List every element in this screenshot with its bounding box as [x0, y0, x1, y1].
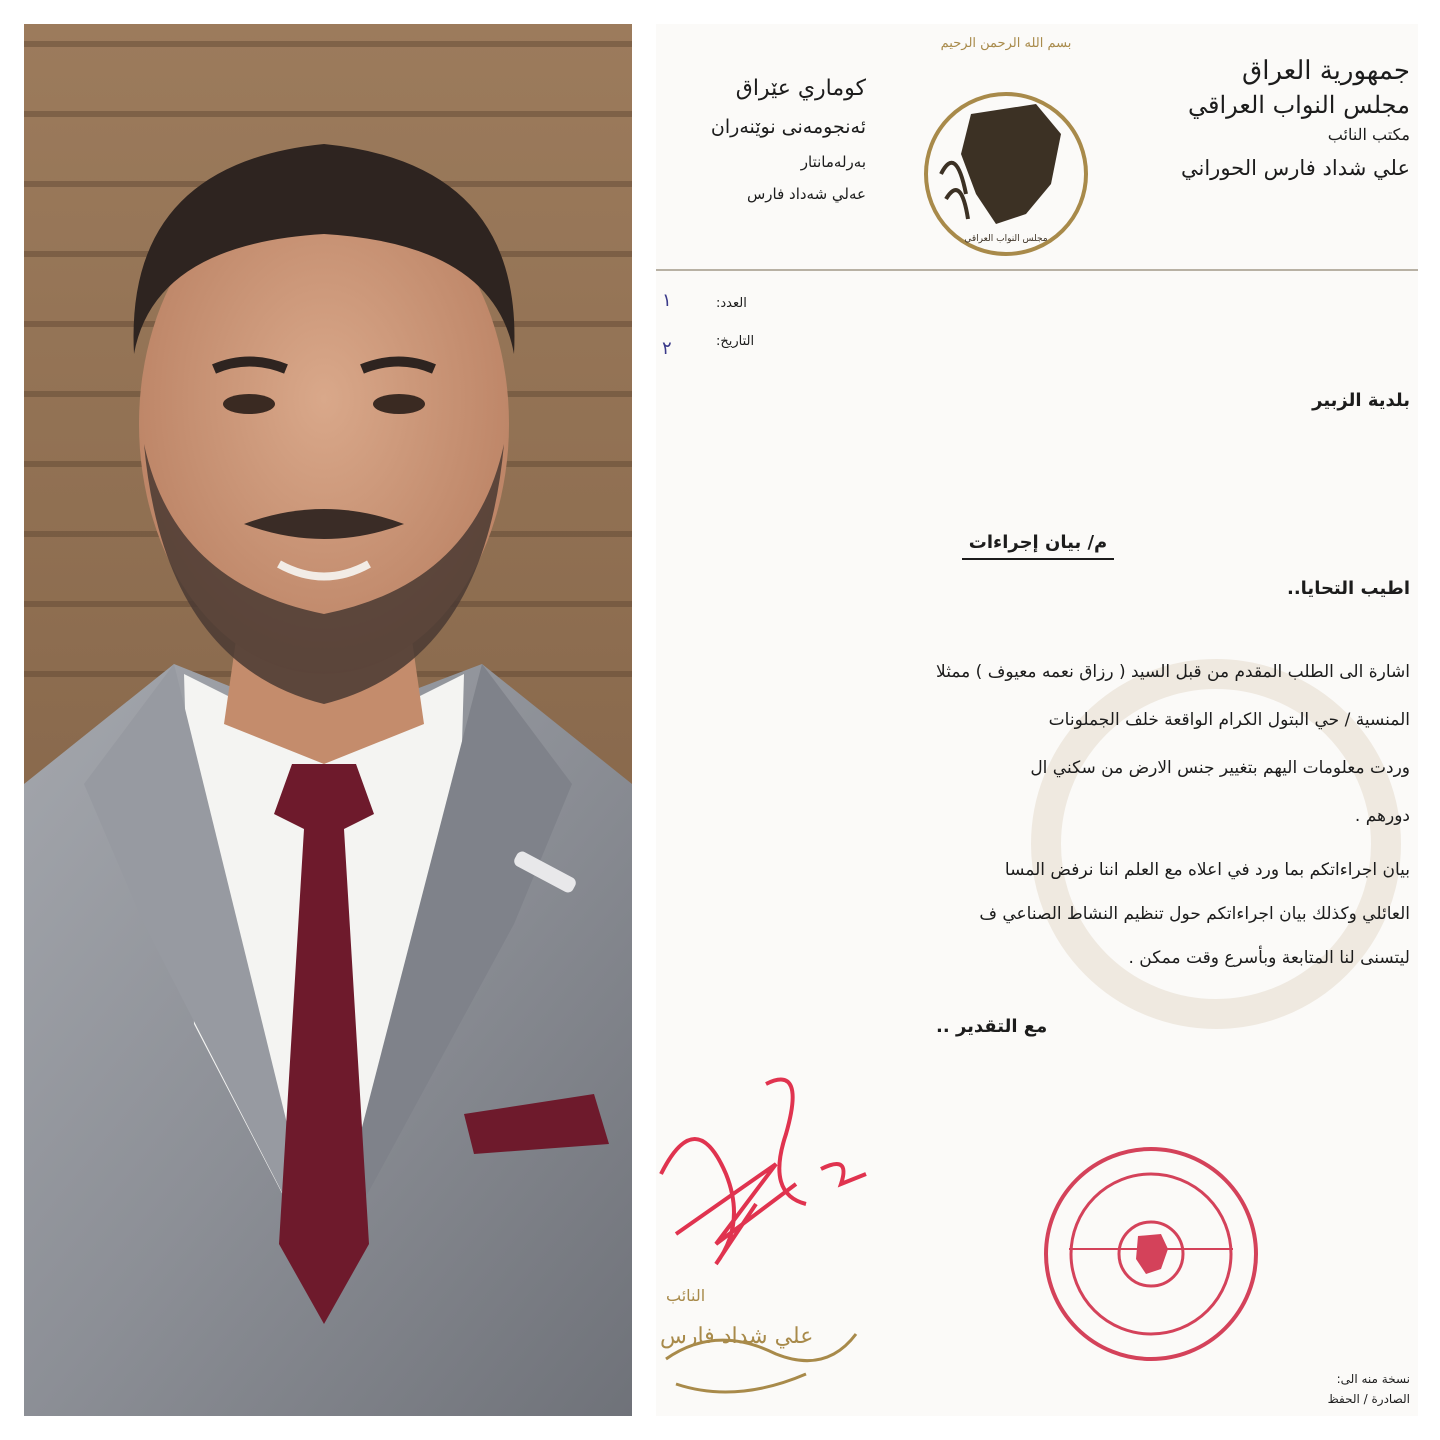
- date-value: ٢: [662, 338, 672, 359]
- signature-title: النائب: [666, 1286, 706, 1305]
- signature-name: علي شداد فارس: [660, 1324, 814, 1349]
- recipient: بلدية الزبير: [1312, 390, 1410, 411]
- letterhead-line: بەرلەمانتار: [800, 153, 866, 171]
- portrait-photo: [24, 24, 632, 1416]
- logo-caption: مجلس النواب العراقي: [964, 234, 1048, 244]
- subject: م/ بيان إجراءات: [968, 532, 1108, 553]
- letterhead-left: [696, 70, 866, 210]
- official-letter: [656, 24, 1418, 1416]
- basmala: بسم الله الرحمن الرحيم: [940, 36, 1072, 51]
- letterhead-line: مكتب النائب: [1327, 125, 1410, 144]
- letterhead-line: ئەنجومەنی نوێنەران: [710, 116, 866, 138]
- letterhead-line: مجلس النواب العراقي: [1188, 91, 1410, 119]
- body-line: بيان اجراءاتكم بما ورد في اعلاه مع العلم اننا نرفض المسا: [1004, 860, 1410, 880]
- copy-label: نسخة منه الى:: [1336, 1372, 1410, 1386]
- official-stamp: [1046, 1149, 1256, 1359]
- body-line: اشارة الى الطلب المقدم من قبل السيد ( رزاق نعمه معيوف ) ممثلا: [936, 662, 1410, 682]
- body-line: ليتسنى لنا المتابعة وبأسرع وقت ممكن .: [1128, 948, 1410, 968]
- number-label: العدد:: [716, 296, 747, 311]
- body-line: دورهم .: [1354, 806, 1410, 826]
- body-line: العائلي وكذلك بيان اجراءاتكم حول تنظيم النشاط الصناعي ف: [979, 904, 1410, 924]
- body-line: وردت معلومات اليهم بتغيير جنس الارض من سكني ال: [1030, 758, 1410, 778]
- body-line: المنسية / حي البتول الكرام الواقعة خلف الجملونات: [1048, 710, 1410, 730]
- handwritten-signature: [661, 1080, 866, 1264]
- letterhead-line: كوماري عێراق: [735, 76, 866, 101]
- portrait-illustration: [24, 24, 632, 1416]
- closing: مع التقدير ..: [936, 1016, 1048, 1037]
- copy-item: الصادرة / الحفظ: [1327, 1392, 1410, 1406]
- date-label: التاريخ:: [716, 334, 755, 349]
- letterhead-right: [1181, 54, 1410, 188]
- parliament-logo: [926, 94, 1086, 254]
- greeting: اطيب التحايا..: [1287, 578, 1410, 599]
- letterhead-line: جمهورية العراق: [1242, 56, 1410, 86]
- letterhead-line: عەلي شەداد فارس: [746, 185, 866, 203]
- letterhead-line: علي شداد فارس الحوراني: [1181, 156, 1410, 180]
- number-value: ١: [662, 290, 672, 311]
